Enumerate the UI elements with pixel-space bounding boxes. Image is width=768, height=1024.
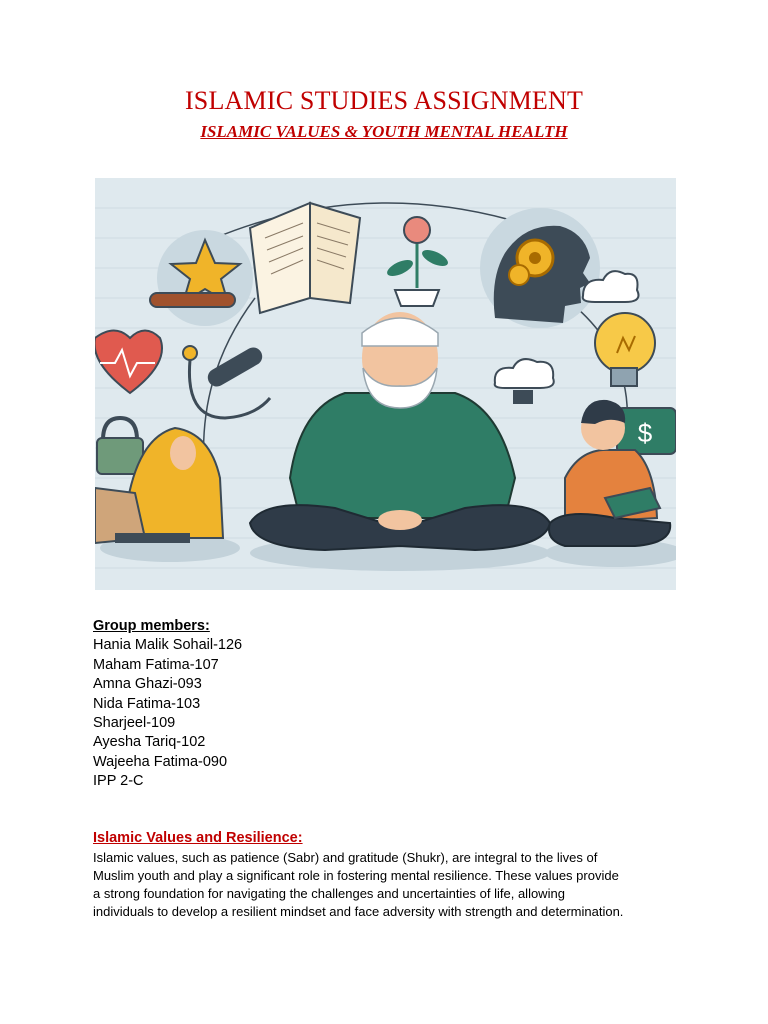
member-item: Nida Fatima-103 bbox=[93, 695, 201, 712]
member-item: Ayesha Tariq-102 bbox=[93, 734, 206, 751]
member-item: Maham Fatima-107 bbox=[93, 656, 219, 673]
member-item: Sharjeel-109 bbox=[93, 715, 176, 732]
paragraph-line: a strong foundation for navigating the challenges and uncertainties of life, allowing bbox=[93, 886, 565, 901]
section-heading: Islamic Values and Resilience: bbox=[93, 830, 303, 846]
group-members bbox=[93, 617, 242, 792]
paragraph-line: individuals to develop a resilient mindset and face adversity with strength and determination. bbox=[93, 904, 624, 919]
money-icon bbox=[617, 408, 676, 454]
paragraph-line: Muslim youth and play a significant role in fostering mental resilience. These values provide bbox=[93, 868, 619, 883]
cover-illustration bbox=[95, 178, 676, 590]
document-subtitle: ISLAMIC VALUES & YOUTH MENTAL HEALTH bbox=[200, 122, 568, 141]
paragraph-line: Islamic values, such as patience (Sabr) and gratitude (Shukr), are integral to the lives of bbox=[93, 850, 598, 865]
class-section: IPP 2-C bbox=[93, 773, 144, 790]
section-paragraph bbox=[93, 849, 683, 921]
document-title: ISLAMIC STUDIES ASSIGNMENT bbox=[184, 86, 584, 115]
svg-text:$: $ bbox=[637, 418, 653, 448]
member-item: Hania Malik Sohail-126 bbox=[93, 637, 243, 654]
group-members-heading: Group members: bbox=[93, 618, 210, 634]
head-gears-icon bbox=[480, 208, 600, 328]
member-item: Amna Ghazi-093 bbox=[93, 676, 202, 693]
values-resilience-section bbox=[93, 829, 683, 921]
member-item: Wajeeha Fatima-090 bbox=[93, 753, 228, 770]
